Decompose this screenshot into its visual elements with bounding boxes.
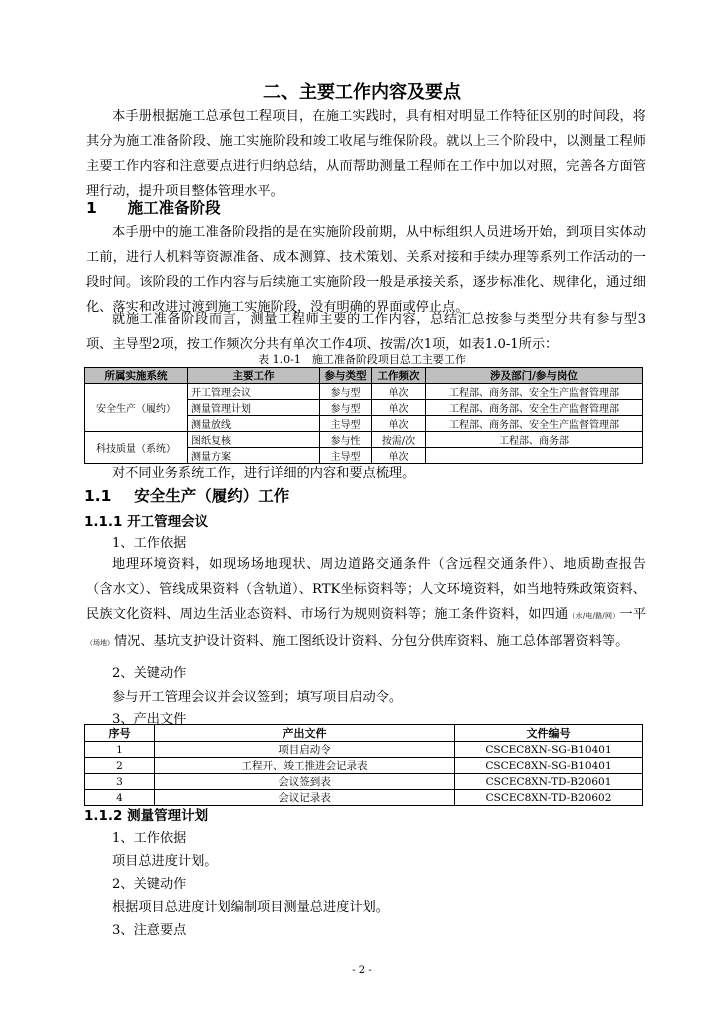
file-cell: 会议记录表 bbox=[155, 790, 455, 806]
section-1-1-2-heading bbox=[84, 804, 208, 824]
key-action-label: 2、关键动作 bbox=[112, 666, 187, 681]
frequency-cell: 单次 bbox=[372, 416, 426, 432]
section-title: 施工准备阶段 bbox=[127, 199, 221, 217]
system-cell: 科技质量（系统） bbox=[85, 432, 188, 464]
column-header: 参与类型 bbox=[320, 368, 372, 384]
table-row bbox=[85, 432, 643, 448]
table-row bbox=[85, 758, 643, 774]
frequency-cell: 单次 bbox=[372, 400, 426, 416]
basis-note: （水/电/路/网） bbox=[568, 612, 620, 620]
type-cell: 主导型 bbox=[320, 416, 372, 432]
section-title: 测量管理计划 bbox=[127, 808, 209, 824]
section-1-1-1-heading bbox=[84, 510, 208, 530]
type-cell: 参与型 bbox=[320, 400, 372, 416]
table-header-row bbox=[85, 368, 643, 384]
department-cell: 工程部、商务部、安全生产监督管理部 bbox=[426, 384, 643, 400]
type-cell: 参与型 bbox=[320, 384, 372, 400]
column-header: 涉及部门/参与岗位 bbox=[426, 368, 643, 384]
key-action-text: 参与开工管理会议并会议签到；填写项目启动令。 bbox=[112, 690, 403, 705]
section-1-heading bbox=[86, 196, 221, 218]
key-action-text: 根据项目总进度计划编制项目测量总进度计划。 bbox=[112, 900, 389, 915]
work-cell: 开工管理会议 bbox=[188, 384, 320, 400]
page-title: 二、主要工作内容及要点 bbox=[263, 82, 461, 103]
section-number: 1 bbox=[86, 199, 97, 217]
section-number: 1.1.2 bbox=[84, 808, 123, 824]
key-points-label: 3、注意要点 bbox=[112, 923, 187, 938]
type-cell: 参与性 bbox=[320, 432, 372, 448]
output-files-table bbox=[84, 724, 643, 806]
code-cell: CSCEC8XN-SG-B10401 bbox=[455, 758, 643, 774]
type-cell: 主导型 bbox=[320, 448, 372, 464]
index-cell: 2 bbox=[85, 758, 155, 774]
work-basis-label: 1、工作依据 bbox=[112, 536, 187, 551]
index-cell: 4 bbox=[85, 790, 155, 806]
key-action-label: 2、关键动作 bbox=[112, 877, 187, 892]
work-basis-paragraph bbox=[86, 552, 646, 656]
department-cell: 工程部、商务部 bbox=[426, 432, 643, 448]
file-cell: 项目启动令 bbox=[155, 742, 455, 758]
basis-text: 地理环境资料，如现场场地现状、周边道路交通条件（含远程交通条件）、地质勘查报告（含水文）、管线成果资料（含轨道）、RTK坐标资料等；人文环境资料，如当地特殊政策资料、民族文化资料、周边生活业态资料、市场行为规则资料等；施工条件资料，如四通 bbox=[86, 557, 646, 622]
column-header: 产出文件 bbox=[155, 725, 455, 742]
column-header: 工作频次 bbox=[372, 368, 426, 384]
table-row bbox=[85, 742, 643, 758]
column-header: 序号 bbox=[85, 725, 155, 742]
department-cell: 工程部、商务部、安全生产监督管理部 bbox=[426, 400, 643, 416]
department-cell: 工程部、商务部、安全生产监督管理部 bbox=[426, 416, 643, 432]
frequency-cell: 单次 bbox=[372, 384, 426, 400]
frequency-cell: 单次 bbox=[372, 448, 426, 464]
intro-paragraph: 本手册根据施工总承包工程项目，在施工实践时，具有相对明显工作特征区别的时间段，将其分为施工准备阶段、施工实施阶段和竣工收尾与维保阶段。就以上三个阶段中，以测量工程师主要工作内容和注意要点进行归纳总结，从而帮助测量工程师在工作中加以对照，完善各方面管理行动，提升项目整体管理水平。 bbox=[86, 109, 646, 199]
section-1-paragraph-1: 本手册中的施工准备阶段指的是在实施阶段前期，从中标组织人员进场开始，到项目实体动工前，进行人机料等资源准备、成本测算、技术策划、关系对接和手续办理等系列工作活动的一段时间。该阶段的工作内容与后续施工实施阶段一般是承接关系，逐步标准化、规律化，通过细化、落实和改进过渡到施工实施阶段，没有明确的界面或停止点。 bbox=[86, 225, 646, 315]
code-cell: CSCEC8XN-SG-B10401 bbox=[455, 742, 643, 758]
section-title: 安全生产（履约）工作 bbox=[134, 487, 290, 505]
after-table-text: 对不同业务系统工作，进行详细的内容和要点梳理。 bbox=[112, 466, 416, 481]
section-title: 开工管理会议 bbox=[127, 514, 209, 530]
page-number: - 2 - bbox=[352, 965, 372, 976]
frequency-cell: 按需/次 bbox=[372, 432, 426, 448]
section-1-1-heading bbox=[84, 484, 289, 506]
table-row bbox=[85, 384, 643, 400]
code-cell: CSCEC8XN-TD-B20602 bbox=[455, 790, 643, 806]
basis-note: （场地） bbox=[86, 639, 114, 647]
file-cell: 会议签到表 bbox=[155, 774, 455, 790]
basis-text: 情况、基坑支护设计资料、施工图纸设计资料、分包分供库资料、施工总体部署资料等。 bbox=[114, 634, 629, 649]
output-files-label: 3、产出文件 bbox=[112, 712, 187, 727]
code-cell: CSCEC8XN-TD-B20601 bbox=[455, 774, 643, 790]
work-cell: 测量方案 bbox=[188, 448, 320, 464]
table-header-row bbox=[85, 725, 643, 742]
column-header: 文件编号 bbox=[455, 725, 643, 742]
work-basis-text: 项目总进度计划。 bbox=[112, 854, 218, 869]
table-1-caption: 表 1.0-1 施工准备阶段项目总工主要工作 bbox=[258, 353, 466, 366]
section-number: 1.1 bbox=[84, 487, 112, 505]
system-cell: 安全生产（履约） bbox=[85, 384, 188, 432]
index-cell: 1 bbox=[85, 742, 155, 758]
column-header: 主要工作 bbox=[188, 368, 320, 384]
work-table bbox=[84, 367, 643, 464]
work-cell: 测量放线 bbox=[188, 416, 320, 432]
department-cell bbox=[426, 448, 643, 464]
index-cell: 3 bbox=[85, 774, 155, 790]
file-cell: 工程开、竣工推进会记录表 bbox=[155, 758, 455, 774]
work-cell: 图纸复核 bbox=[188, 432, 320, 448]
section-number: 1.1.1 bbox=[84, 514, 123, 530]
column-header: 所属实施系统 bbox=[85, 368, 188, 384]
table-row bbox=[85, 774, 643, 790]
work-basis-label: 1、工作依据 bbox=[112, 831, 187, 846]
work-cell: 测量管理计划 bbox=[188, 400, 320, 416]
basis-text: 一平 bbox=[619, 607, 647, 622]
section-1-paragraph-2: 就施工准备阶段而言，测量工程师主要的工作内容，总结汇总按参与类型分共有参与型3项、主导型2项，按工作频次分共有单次工作4项、按需/次1项，如表1.0-1所示： bbox=[86, 312, 646, 352]
